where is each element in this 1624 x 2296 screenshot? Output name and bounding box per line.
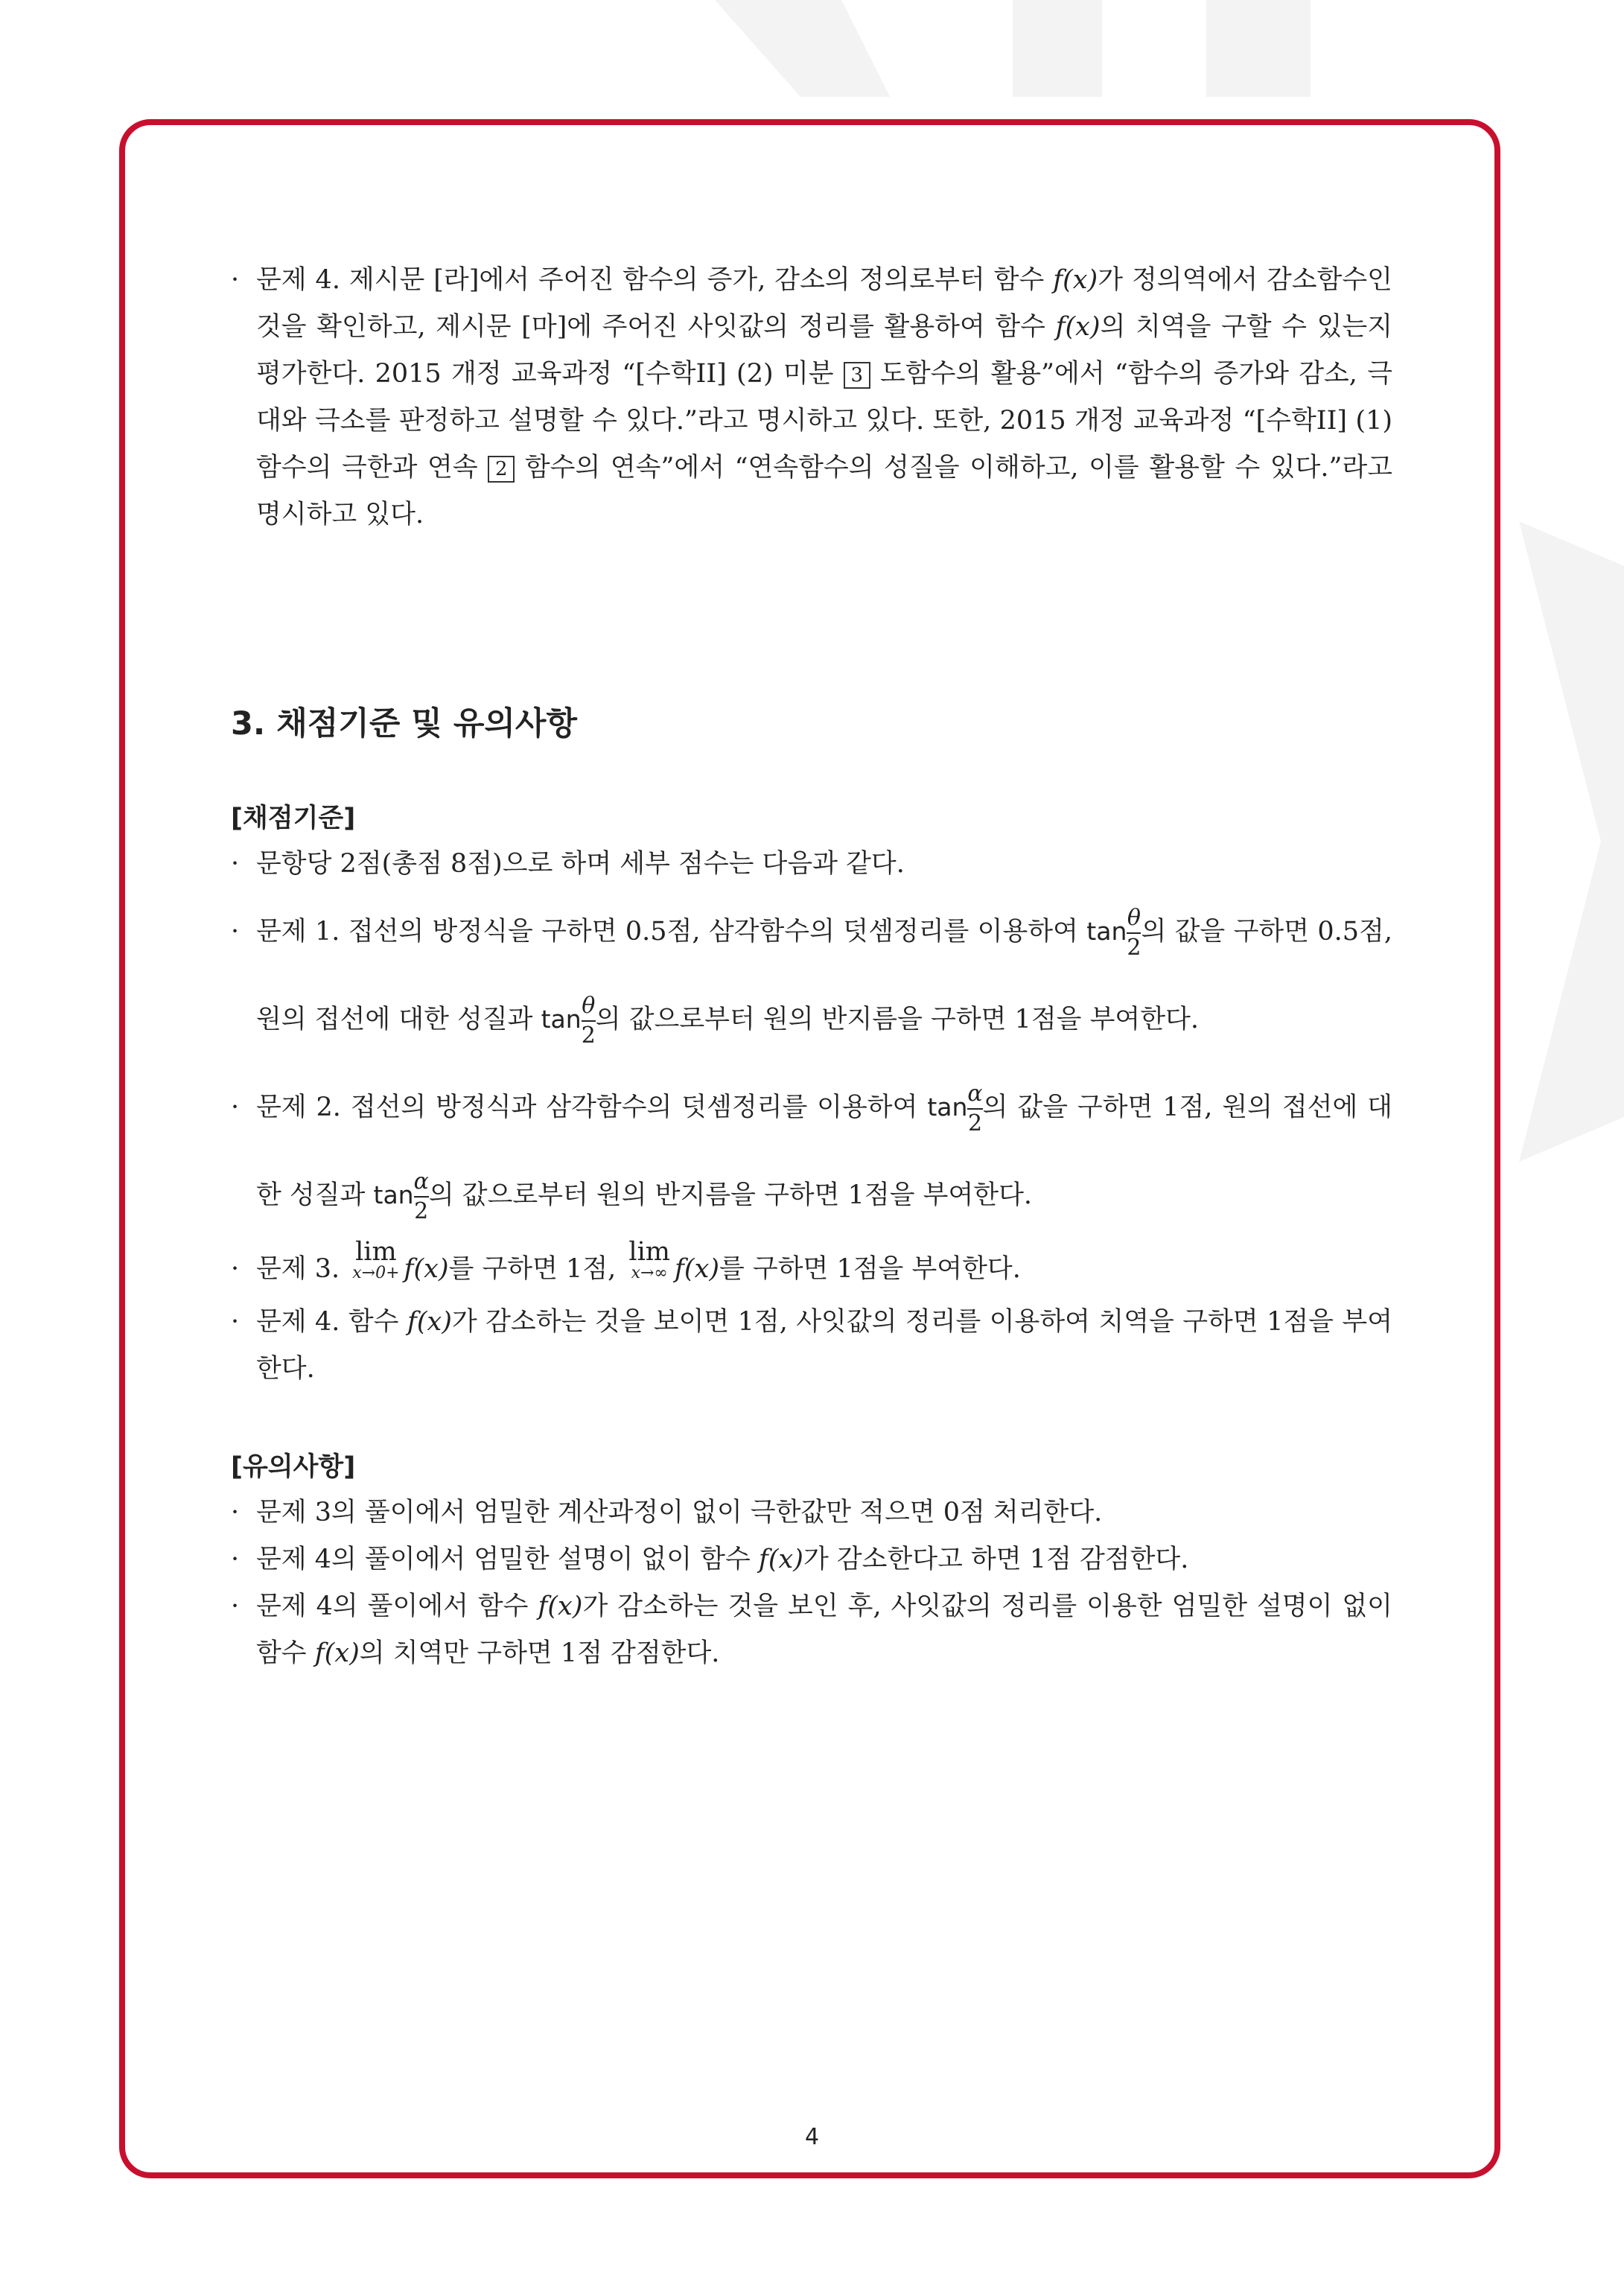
limit-x-to-infinity — [628, 1239, 670, 1282]
note-item-1 — [231, 1489, 1392, 1536]
tan-label: tan — [541, 1005, 582, 1034]
fx-expression: f(x) — [407, 1307, 452, 1337]
boxed-number: 2 — [488, 456, 515, 483]
fx-expression: f(x) — [1053, 265, 1098, 295]
text: 가 감소하는 것을 보인 후, 사잇값의 정리를 이용한 엄밀한 설명이 없이 함수 — [256, 1591, 1392, 1668]
text: 의 값으로부터 원의 반지름을 구하면 1점을 부여한다. — [428, 1180, 1033, 1210]
tan-label: tan — [927, 1093, 968, 1122]
scoring-item-general — [231, 841, 1392, 888]
numerator: α — [414, 1171, 429, 1198]
text: 를 구하면 1점을 부여한다. — [719, 1254, 1021, 1284]
numerator: θ — [1127, 907, 1141, 934]
fx-expression: f(x) — [538, 1591, 583, 1621]
text: 의 값을 구하면 1점, 원의 접선에 대한 성질과 — [256, 1093, 1392, 1210]
denominator: 2 — [414, 1198, 429, 1224]
text: 문제 3. — [256, 1254, 348, 1284]
text: 문항당 2점(총점 8점)으로 하며 세부 점수는 다음과 같다. — [256, 849, 905, 879]
tan-label: tan — [1086, 917, 1127, 946]
fx-expression: f(x) — [314, 1638, 360, 1668]
tan-label: tan — [373, 1180, 414, 1209]
text: 가 감소하는 것을 보이면 1점, 사잇값의 정리를 이용하여 치역을 구하면 1점을 부여한다. — [256, 1307, 1392, 1384]
fx-expression: f(x) — [1055, 312, 1101, 342]
lim-subscript: x→∞ — [631, 1264, 668, 1282]
text: 문제 4. 제시문 [라]에서 주어진 함수의 증가, 감소의 정의로부터 함수 — [256, 265, 1054, 295]
page-number: 4 — [804, 2124, 820, 2150]
numerator: θ — [582, 995, 596, 1022]
denominator: 2 — [967, 1110, 983, 1136]
fraction-alpha-over-2 — [413, 1168, 429, 1224]
text: 함수의 연속”에서 “연속함수의 성질을 이해하고, 이를 활용할 수 있다.”라고 명시하고 있다. — [256, 453, 1393, 530]
fraction-alpha-over-2 — [967, 1080, 983, 1136]
lim-label: lim — [628, 1237, 670, 1267]
numerator: α — [967, 1083, 982, 1110]
scoring-item-problem3 — [231, 1239, 1392, 1299]
text: 문제 4의 풀이에서 엄밀한 설명이 없이 함수 — [256, 1545, 759, 1574]
lim-subscript: x→0+ — [352, 1264, 400, 1282]
fx-expression: f(x) — [674, 1254, 719, 1284]
fraction-theta-over-2 — [581, 992, 596, 1049]
scoring-heading: [채점기준] — [231, 804, 356, 833]
text: 의 값을 구하면 0.5점, 원의 접선에 대한 성질과 — [256, 917, 1392, 1034]
note-item-3 — [231, 1583, 1392, 1677]
boxed-number: 3 — [844, 362, 870, 389]
text: 문제 1. 접선의 방정식을 구하면 0.5점, 삼각함수의 덧셈정리를 이용하여 — [256, 917, 1087, 947]
limit-x-to-0plus — [352, 1239, 399, 1282]
text: 의 치역만 구하면 1점 감점한다. — [359, 1638, 720, 1668]
text: 도함수의 활용”에서 “함수의 증가와 감소, 극대와 극소를 판정하고 설명할 수 있다.”라고 명시하고 있다. 또한, 2015 개정 교육과정 “[수학II] (1) 함수의 극한과 연속 — [256, 359, 1393, 483]
denominator: 2 — [1127, 934, 1141, 961]
fx-expression: f(x) — [404, 1254, 449, 1284]
text: 가 감소한다고 하면 1점 감점한다. — [803, 1545, 1189, 1574]
text: 문제 4의 풀이에서 함수 — [256, 1591, 538, 1621]
text: 문제 2. 접선의 방정식과 삼각함수의 덧셈정리를 이용하여 — [256, 1093, 928, 1122]
text: 의 값으로부터 원의 반지름을 구하면 1점을 부여한다. — [595, 1005, 1199, 1034]
text: 를 구하면 1점, — [448, 1254, 625, 1284]
note-item-2 — [231, 1536, 1392, 1583]
text: 문제 4. 함수 — [256, 1307, 407, 1337]
text: 문제 3의 풀이에서 엄밀한 계산과정이 없이 극한값만 적으면 0점 처리한다. — [256, 1498, 1103, 1527]
scoring-item-problem4 — [231, 1299, 1392, 1393]
section-title: 3. 채점기준 및 유의사항 — [231, 705, 578, 742]
problem4-description — [231, 257, 1392, 538]
fx-expression: f(x) — [758, 1545, 803, 1574]
page-content — [231, 257, 1392, 1677]
scoring-item-problem2 — [231, 1063, 1392, 1239]
fraction-theta-over-2 — [1127, 904, 1141, 961]
denominator: 2 — [581, 1022, 596, 1049]
scoring-item-problem1 — [231, 888, 1392, 1063]
lim-label: lim — [355, 1237, 397, 1267]
text: 가 정의역에서 감소함수인 것을 확인하고, 제시문 [마]에 주어진 사잇값의 정리를 활용하여 함수 — [256, 265, 1392, 342]
notes-heading: [유의사항] — [231, 1452, 356, 1482]
text: 의 치역을 구할 수 있는지 평가한다. 2015 개정 교육과정 “[수학II] (2) 미분 — [256, 312, 1393, 389]
